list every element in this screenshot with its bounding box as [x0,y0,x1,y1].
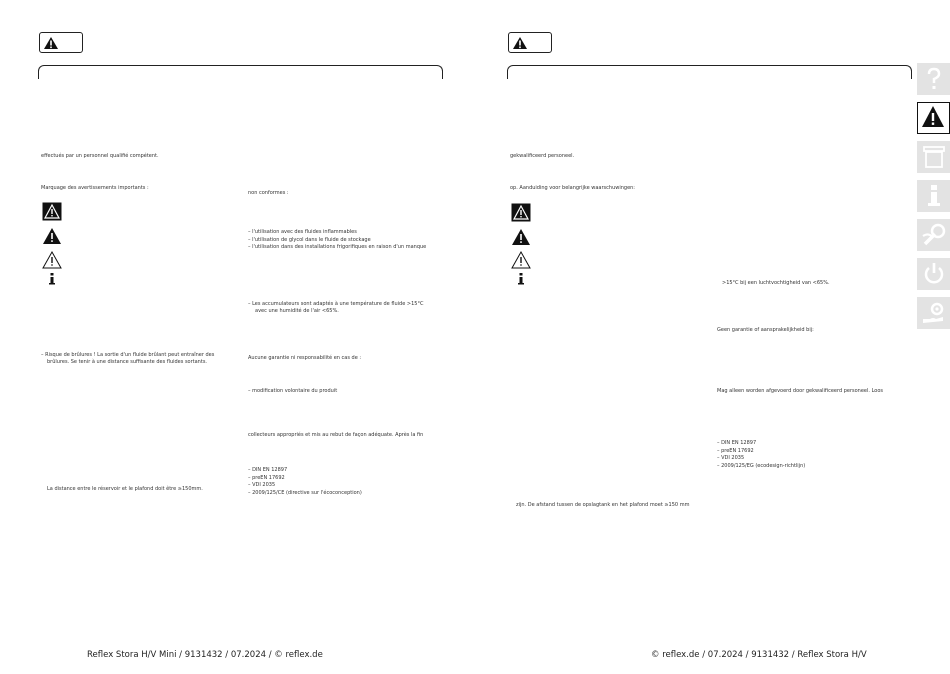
list-item: – DIN EN 12897 [248,467,288,473]
qualified-only-text: Mag alleen worden afgevoerd door gekwalificeerd personeel. Loos [717,388,883,394]
temperature-text-line1: – Les accumulateurs sont adaptés à une température de fluide >15°C [248,301,424,307]
question-icon [921,66,947,92]
list-item: – l'utilisation dans des installations frigorifiques en raison d'un manque [248,244,427,250]
footer-right: © reflex.de / 07.2024 / 9131432 / Reflex Stora H/V [651,650,867,660]
warnings-heading: Marquage des avertissements importants : [41,185,149,191]
no-guarantee-text: Aucune garantie ni responsabilité en cas de : [248,355,362,361]
section-header-rule-right [507,65,912,79]
ceiling-distance-text: La distance entre le réservoir et le plafond doit être ≥150mm. [47,486,203,492]
modification-text: – modification volontaire du produit [248,388,338,394]
burn-warning-line1: – Risque de brûlures ! La sortie d'un fluide brûlant peut entraîner des [41,352,215,358]
warning-icon [43,36,59,50]
tab-product[interactable] [917,141,950,173]
section-warning-badge-right [508,32,552,53]
vessel-icon [921,144,947,170]
standards-list [248,467,362,497]
section-warning-badge-left [39,32,83,53]
list-item: – DIN EN 12897 [717,440,757,446]
ceiling-distance-text: zijn. De afstand tussen de opslagtank en het plafond moet ≥150 mm [516,502,690,508]
tab-service[interactable] [917,297,950,329]
section-header-rule-left [38,65,443,79]
nonconform-text: non conformes : [248,190,289,196]
list-item: – preEN 17692 [248,474,285,481]
warning-icon [511,228,531,246]
warning-icon [921,105,945,129]
power-icon [921,261,947,287]
list-item: – VDI 2035 [248,482,276,488]
standards-list [717,440,805,470]
info-icon [921,183,947,209]
tab-questions[interactable] [917,63,950,95]
hazard-danger-icon [511,203,531,222]
disposal-text: collecteurs appropriés et mis au rebut de façon adéquate. Après la fin [248,432,424,438]
list-item: – 2009/125/CE (directive sur l'écoconception) [248,489,362,496]
service-hand-icon [921,300,947,326]
footer-left: Reflex Stora H/V Mini / 9131432 / 07.2024 / © reflex.de [87,650,323,660]
tab-operation[interactable] [917,258,950,290]
warning-icon [42,227,62,245]
hazard-danger-icon [42,202,62,221]
list-item: – l'utilisation avec des fluides inflammables [248,229,357,235]
usage-list [248,229,426,252]
wrench-icon [921,222,947,248]
list-item: – VDI 2035 [717,455,745,461]
caution-icon [42,251,62,269]
chapter-tabs [917,63,950,336]
list-item: – preEN 17692 [717,447,754,454]
no-guarantee-text: Geen garantie of aansprakelijkheid bij: [717,327,814,333]
burn-warning-line2: brûlures. Se tenir à une distance suffisante des fluides sortants. [47,359,208,365]
list-item: – 2009/125/EG (ecodesign-richtlijn) [717,462,806,469]
temperature-text-line2: avec une humidité de l'air <65%. [255,308,339,314]
list-item: – l'utilisation de glycol dans le fluide de stockage [248,236,371,243]
qualified-personnel-text: gekwalificeerd personeel. [510,153,575,159]
tab-safety[interactable] [917,102,950,134]
warning-icon [512,36,528,50]
tab-info[interactable] [917,180,950,212]
caution-icon [511,251,531,269]
warnings-heading: op. Aanduiding voor belangrijke waarschuwingen: [510,185,635,191]
info-icon [48,273,56,285]
tab-installation[interactable] [917,219,950,251]
temperature-text: >15°C bij een luchtvochtigheid van <65%. [722,280,830,286]
info-icon [517,273,525,285]
qualified-personnel-text: effectués par un personnel qualifié compétent. [41,153,159,159]
